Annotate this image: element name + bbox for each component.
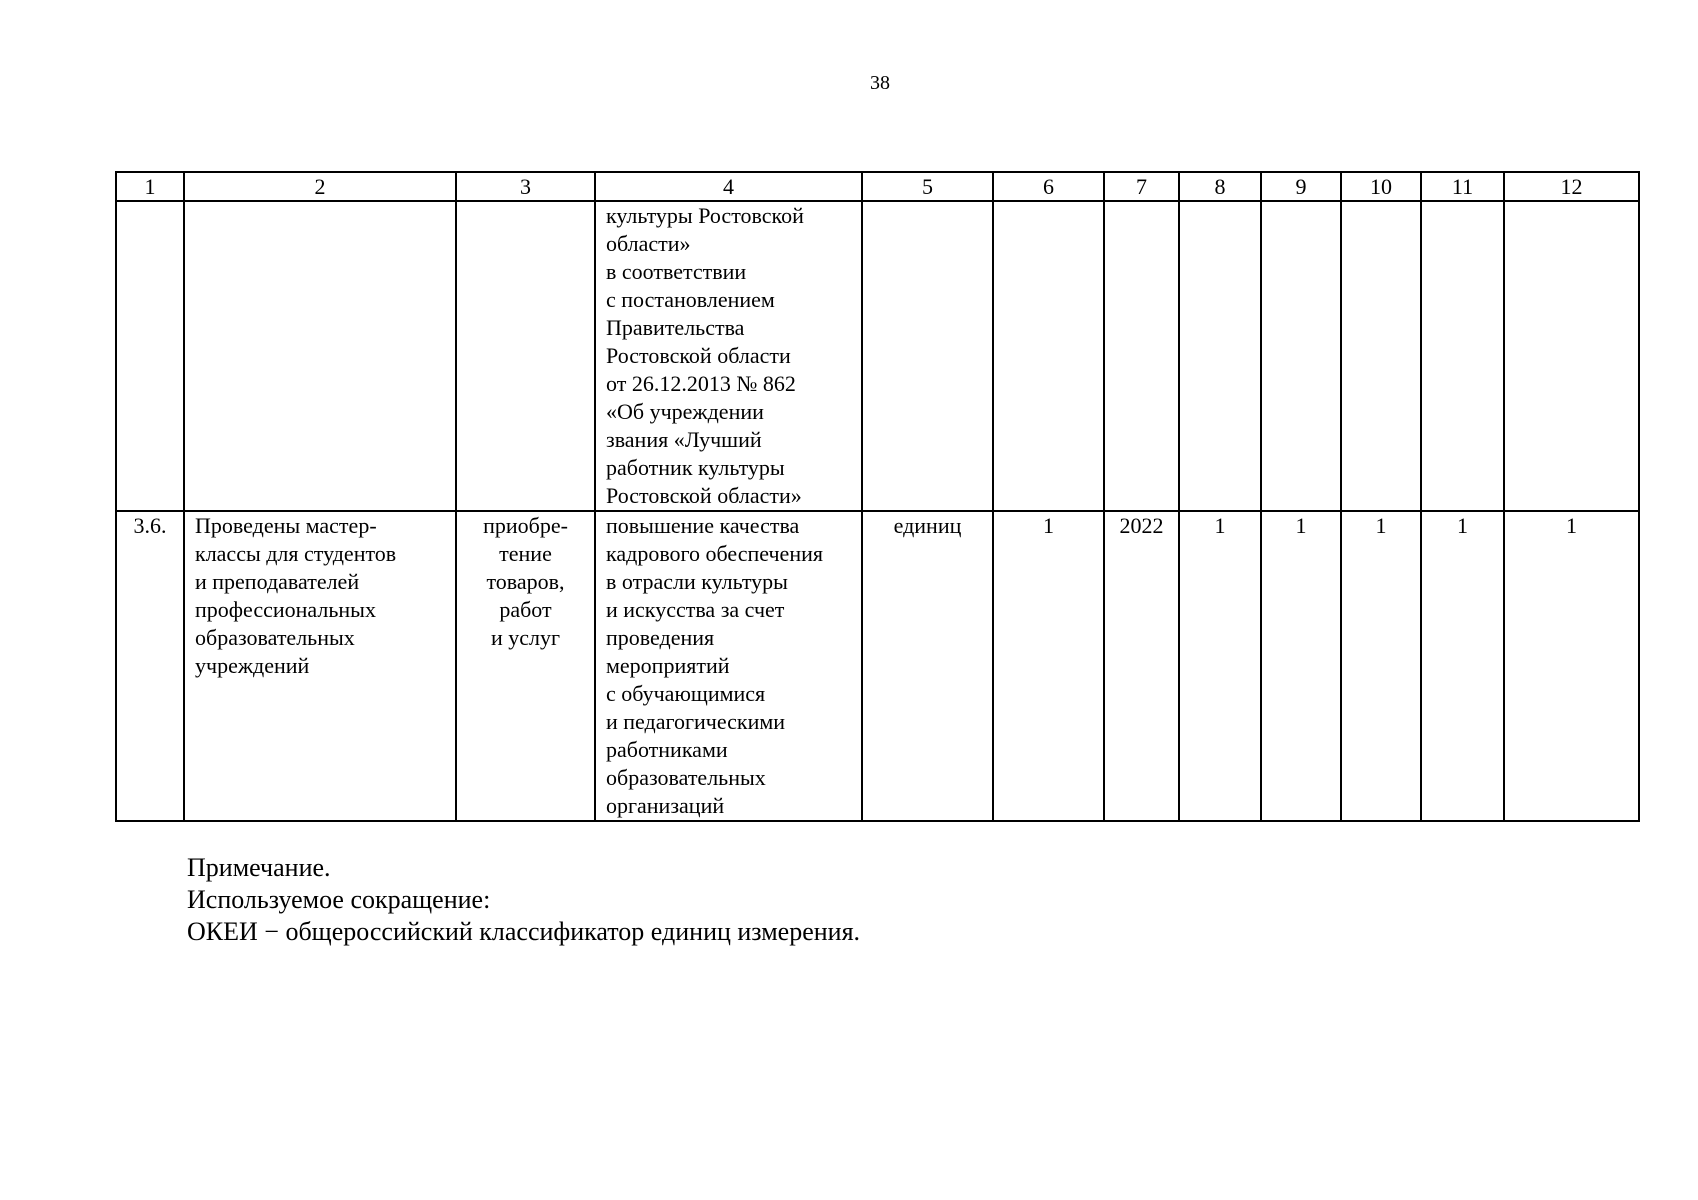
cell-line: с постановлением bbox=[606, 287, 775, 312]
year-cell: 2022 bbox=[1104, 511, 1179, 821]
table-cell bbox=[1104, 201, 1179, 511]
table-header-row bbox=[116, 172, 1639, 201]
cell-line: работ bbox=[499, 597, 552, 622]
cell-line: кадрового обеспечения bbox=[606, 541, 823, 566]
column-header: 4 bbox=[595, 172, 862, 201]
table-cell-type bbox=[456, 511, 595, 821]
cell-line: образовательных bbox=[606, 765, 766, 790]
note-title: Примечание. bbox=[187, 853, 331, 882]
table-cell bbox=[1261, 201, 1341, 511]
cell-line: организаций bbox=[606, 793, 725, 818]
table-cell-result bbox=[184, 511, 456, 821]
table-cell bbox=[1179, 201, 1261, 511]
table-cell-value: 1 bbox=[1261, 511, 1341, 821]
note-definition: ОКЕИ − общероссийский классификатор единиц измерения. bbox=[187, 917, 861, 946]
note-subtitle: Используемое сокращение: bbox=[187, 885, 491, 914]
note-block bbox=[187, 852, 860, 948]
cell-line: Ростовской области» bbox=[606, 483, 802, 508]
cell-line: учреждений bbox=[195, 653, 310, 678]
table-row-3-6 bbox=[116, 511, 1639, 821]
table-cell-value: 1 bbox=[1179, 511, 1261, 821]
column-header: 10 bbox=[1341, 172, 1421, 201]
cell-line: тение bbox=[499, 541, 552, 566]
cell-line: от 26.12.2013 № 862 bbox=[606, 371, 796, 396]
table-row-continuation bbox=[116, 201, 1639, 511]
cell-line: Ростовской области bbox=[606, 343, 791, 368]
cell-line: Проведены мастер- bbox=[195, 513, 377, 538]
table-cell bbox=[456, 201, 595, 511]
column-header: 7 bbox=[1104, 172, 1179, 201]
table-cell-value: 1 bbox=[1504, 511, 1639, 821]
cell-line: приобре- bbox=[483, 513, 568, 538]
cell-line: «Об учреждении bbox=[606, 399, 764, 424]
cell-line: мероприятий bbox=[606, 653, 730, 678]
table-cell-value: 1 bbox=[1341, 511, 1421, 821]
table-cell bbox=[1504, 201, 1639, 511]
cell-line: Правительства bbox=[606, 315, 745, 340]
cell-line: в соответствии bbox=[606, 259, 747, 284]
table-cell bbox=[1421, 201, 1504, 511]
table-cell-description bbox=[595, 201, 862, 511]
cell-line: профессиональных bbox=[195, 597, 376, 622]
cell-line: работниками bbox=[606, 737, 728, 762]
cell-line: области» bbox=[606, 231, 691, 256]
cell-line: работник культуры bbox=[606, 455, 785, 480]
table-cell bbox=[1341, 201, 1421, 511]
column-header: 12 bbox=[1504, 172, 1639, 201]
cell-line: образовательных bbox=[195, 625, 355, 650]
cell-line: культуры Ростовской bbox=[606, 203, 804, 228]
cell-line: и преподавателей bbox=[195, 569, 360, 594]
cell-line: и услуг bbox=[490, 625, 561, 650]
page-number: 38 bbox=[870, 72, 890, 94]
cell-line: товаров, bbox=[486, 569, 565, 594]
cell-line: в отрасли культуры bbox=[606, 569, 788, 594]
cell-line: с обучающимися bbox=[606, 681, 766, 706]
column-header: 3 bbox=[456, 172, 595, 201]
column-header: 9 bbox=[1261, 172, 1341, 201]
cell-line: проведения bbox=[606, 625, 715, 650]
row-number-cell: 3.6. bbox=[116, 511, 184, 821]
cell-line: повышение качества bbox=[606, 513, 800, 538]
table-cell-description bbox=[595, 511, 862, 821]
table-cell bbox=[993, 201, 1104, 511]
document-table bbox=[115, 171, 1640, 822]
column-header: 1 bbox=[116, 172, 184, 201]
column-header: 8 bbox=[1179, 172, 1261, 201]
table-cell-value: 1 bbox=[993, 511, 1104, 821]
column-header: 6 bbox=[993, 172, 1104, 201]
column-header: 2 bbox=[184, 172, 456, 201]
column-header: 11 bbox=[1421, 172, 1504, 201]
cell-line: звания «Лучший bbox=[606, 427, 762, 452]
table-cell bbox=[862, 201, 993, 511]
column-header: 5 bbox=[862, 172, 993, 201]
table-cell-value: 1 bbox=[1421, 511, 1504, 821]
table-cell bbox=[116, 201, 184, 511]
unit-cell: единиц bbox=[862, 511, 993, 821]
table-cell bbox=[184, 201, 456, 511]
cell-line: и педагогическими bbox=[606, 709, 786, 734]
cell-line: и искусства за счет bbox=[606, 597, 785, 622]
cell-line: классы для студентов bbox=[195, 541, 397, 566]
